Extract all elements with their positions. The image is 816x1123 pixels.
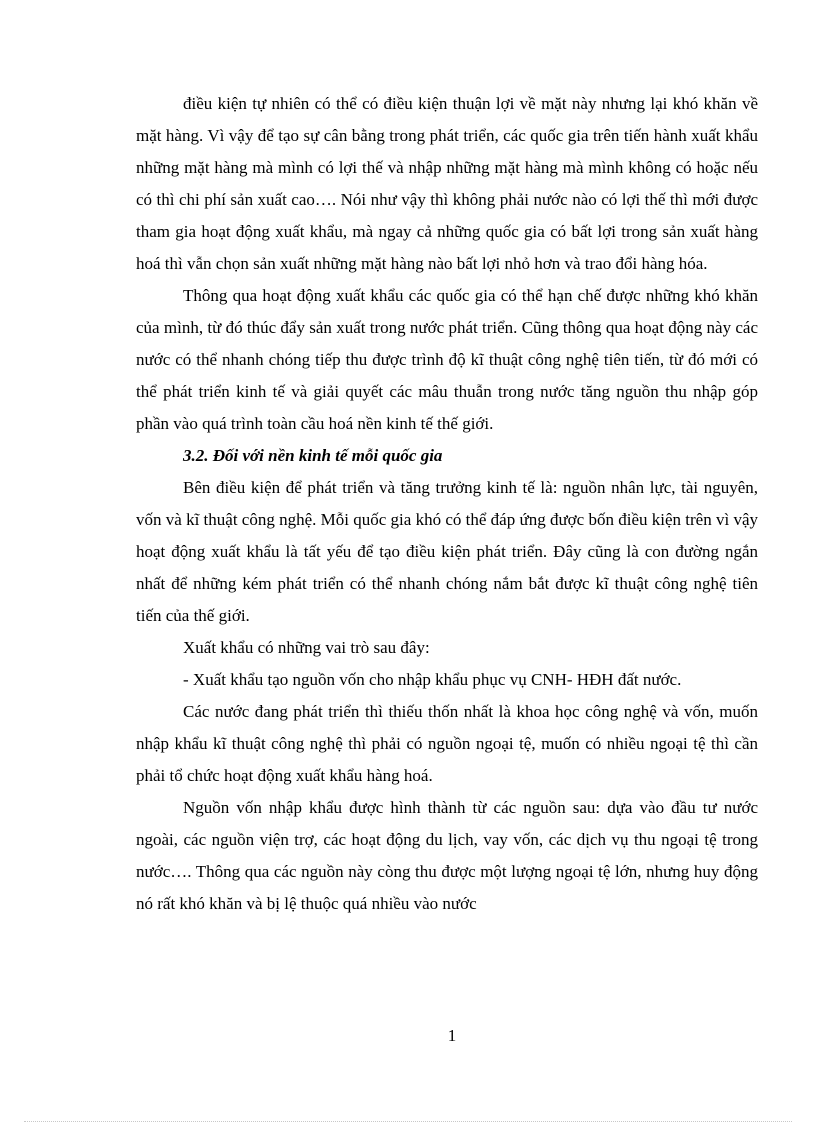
paragraph-export-benefits: Thông qua hoạt động xuất khẩu các quốc gia có thể hạn chế được những khó khăn của mình, từ đó thúc đẩy sản xuất trong nước phát triển. Cũng thông qua hoạt động này các nước có thể nhanh chóng tiếp thu được trình độ kĩ thuật công nghệ tiên tiến, từ đó mới có thể phát triển kinh tế và giải quyết các mâu thuẫn trong nước tăng nguồn thu nhập góp phần vào quá trình toàn cầu hoá nền kinh tế thế giới. bbox=[136, 286, 758, 433]
paragraph-bullet-capital: - Xuất khẩu tạo nguồn vốn cho nhập khẩu phục vụ CNH- HĐH đất nước. bbox=[183, 670, 682, 689]
document-body bbox=[136, 88, 758, 920]
page-bottom-divider bbox=[24, 1121, 792, 1122]
paragraph-developing-countries: Các nước đang phát triển thì thiếu thốn nhất là khoa học công nghệ và vốn, muốn nhập khẩu kĩ thuật công nghệ thì phải có nguồn ngoại tệ, muốn có nhiều ngoại tệ thì cần phải tổ chức hoạt động xuất khẩu hàng hoá. bbox=[136, 702, 758, 785]
paragraph-continuation: điều kiện tự nhiên có thể có điều kiện thuận lợi về mặt này nhưng lại khó khăn về mặt hàng. Vì vậy để tạo sự cân bằng trong phát triển, các quốc gia trên tiến hành xuất khẩu những mặt hàng mà mình có lợi thế và nhập những mặt hàng mà mình không có hoặc nếu có thì chi phí sản xuất cao…. Nói như vậy thì không phải nước nào có lợi thế thì mới được tham gia hoạt động xuất khẩu, mà ngay cả những quốc gia có bất lợi trong sản xuất hàng hoá thì vẫn chọn sản xuất những mặt hàng nào bất lợi nhỏ hơn và trao đổi hàng hóa. bbox=[136, 94, 758, 273]
page-number: 1 bbox=[447, 1026, 457, 1045]
paragraph-roles-intro: Xuất khẩu có những vai trò sau đây: bbox=[183, 638, 430, 657]
paragraph-development-conditions: Bên điều kiện để phát triển và tăng trưởng kinh tế là: nguồn nhân lực, tài nguyên, vốn và kĩ thuật công nghệ. Mỗi quốc gia khó có thể đáp ứng được bốn điều kiện trên vì vậy hoạt động xuất khẩu là tất yếu để tạo điều kiện phát triển. Đây cũng là con đường ngắn nhất để những kém phát triển có thể nhanh chóng nắm bắt được kĩ thuật công nghệ tiên tiến của thế giới. bbox=[136, 478, 758, 625]
paragraph-import-capital-sources: Nguồn vốn nhập khẩu được hình thành từ các nguồn sau: dựa vào đầu tư nước ngoài, các nguồn viện trợ, các hoạt động du lịch, vay vốn, các dịch vụ thu ngoại tệ trong nước…. Thông qua các nguồn này còng thu được một lượng ngoại tệ lớn, nhưng huy động nó rất khó khăn và bị lệ thuộc quá nhiều vào nước bbox=[136, 798, 758, 913]
section-heading: 3.2. Đối với nền kinh tế mỗi quốc gia bbox=[183, 446, 443, 465]
